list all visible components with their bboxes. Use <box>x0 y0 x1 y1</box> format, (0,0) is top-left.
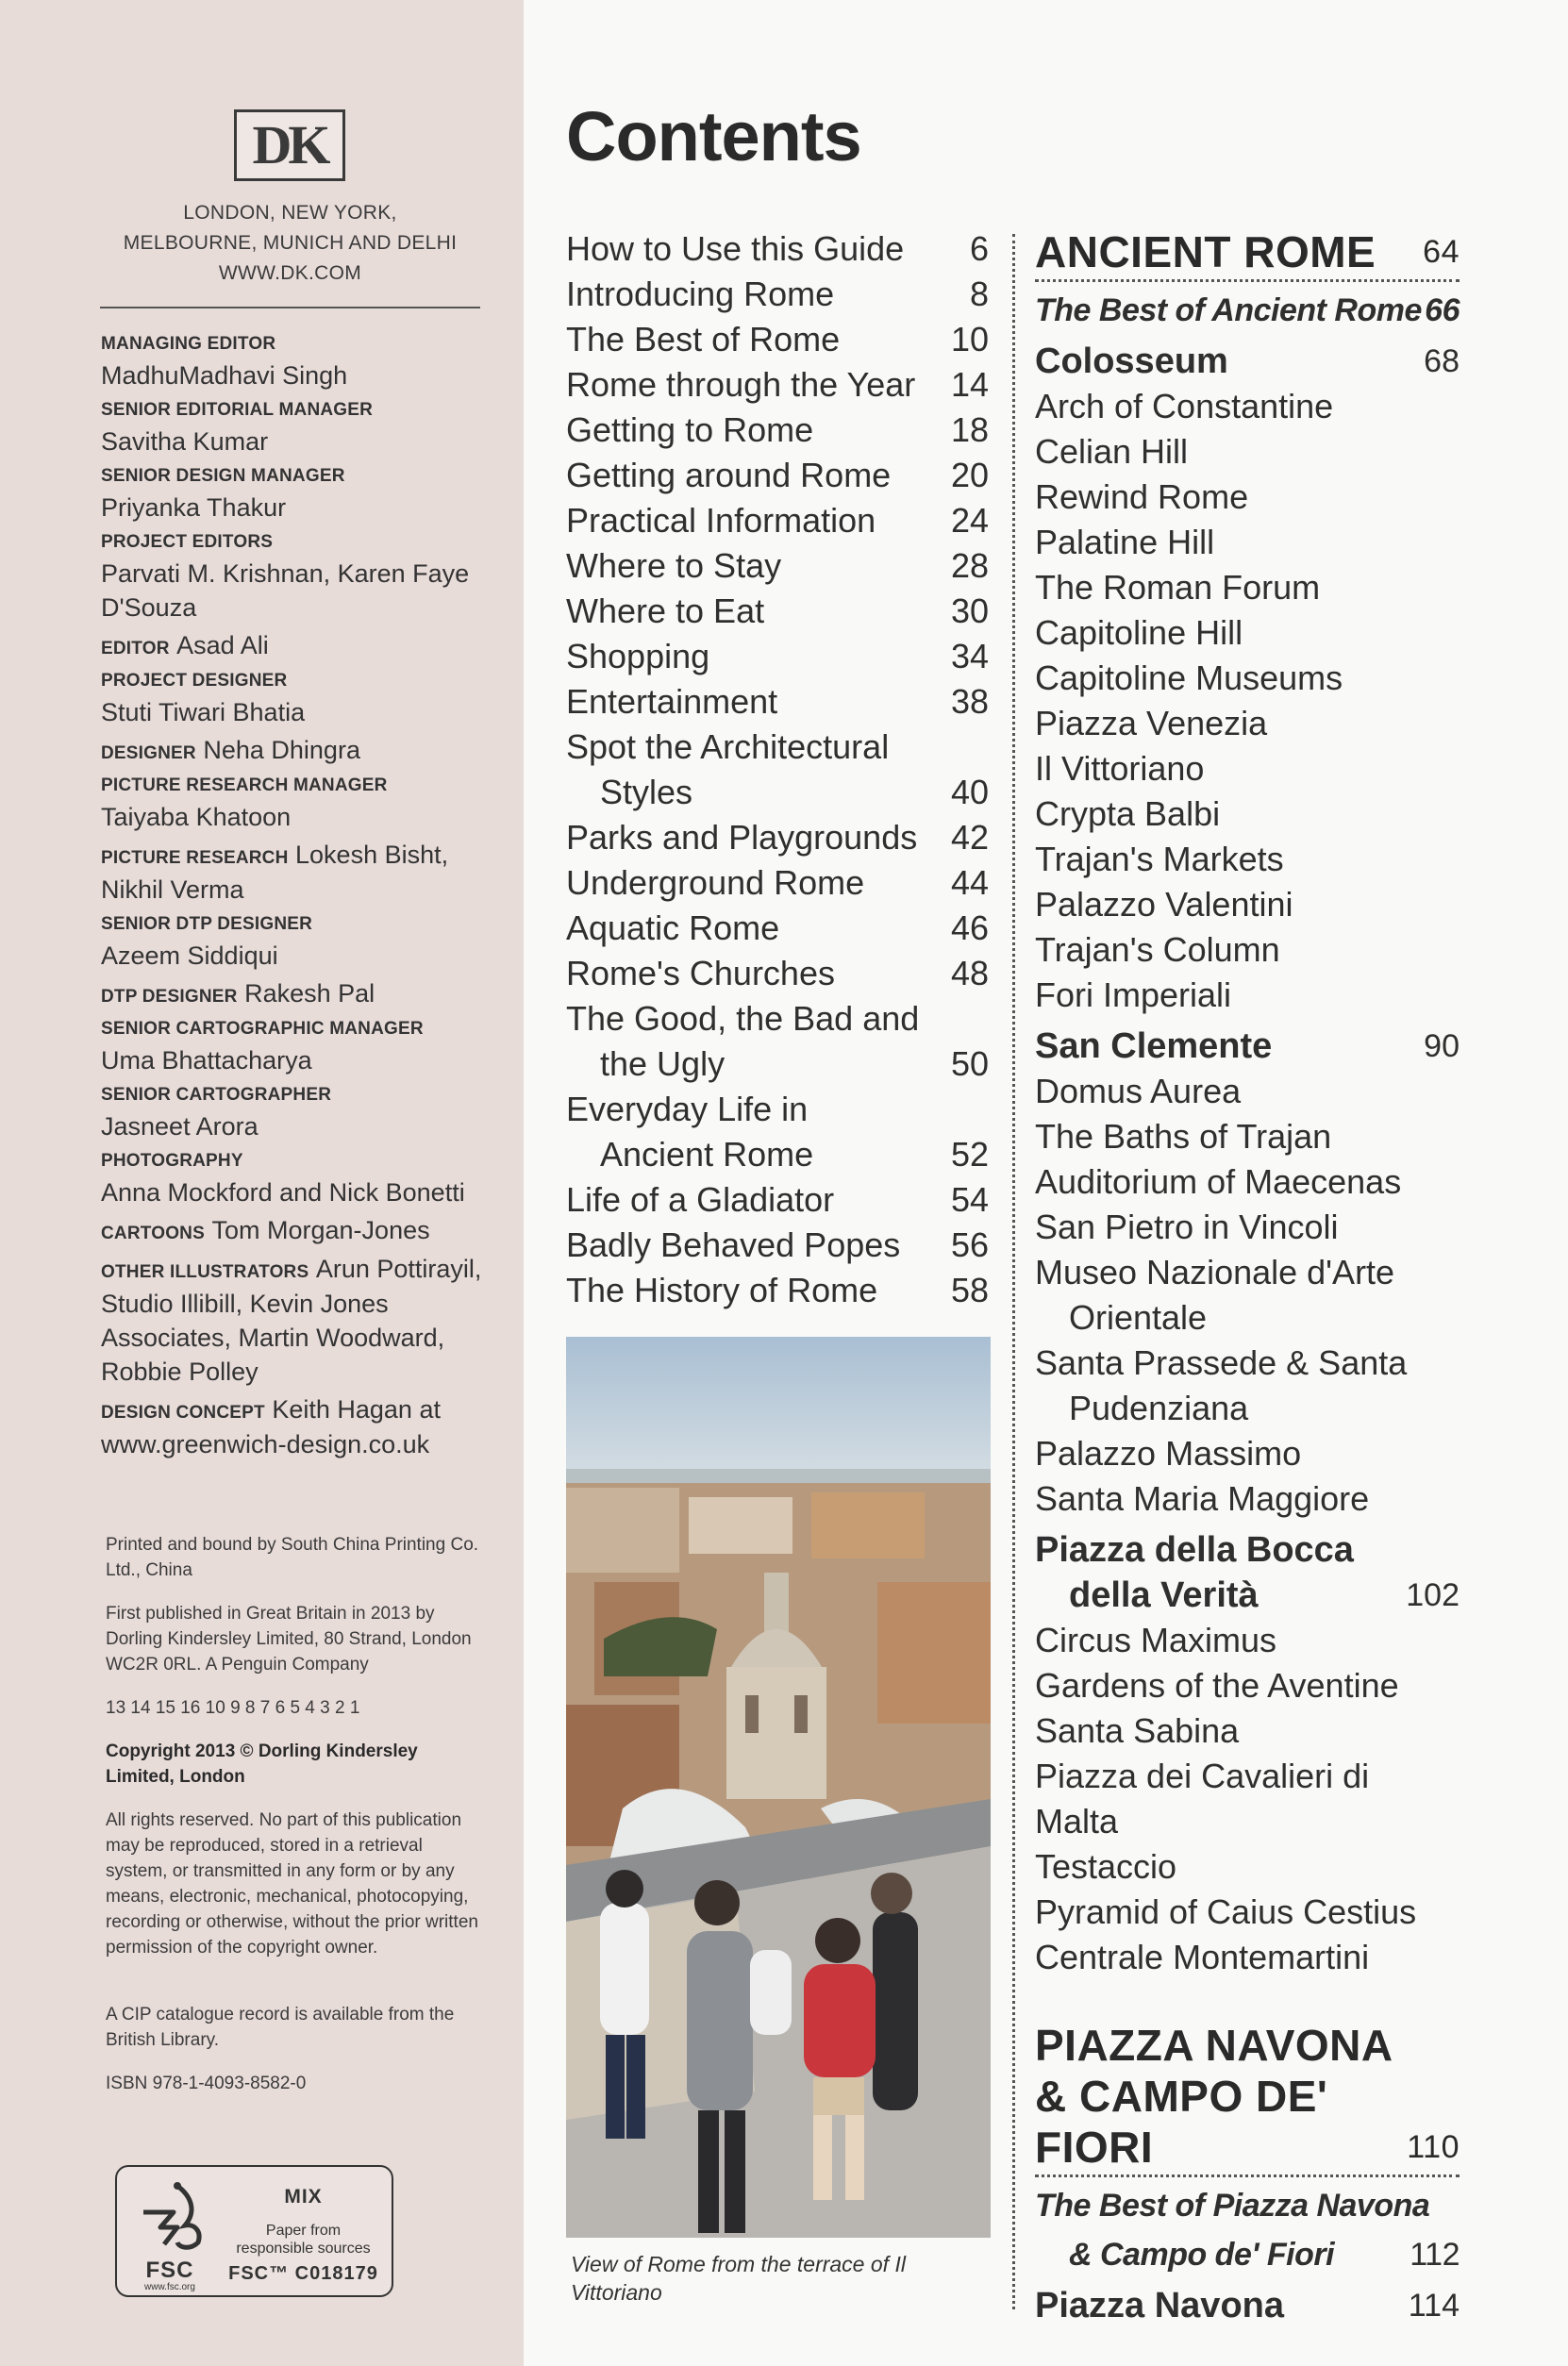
toc-entry[interactable]: Arch of Constantine <box>1035 387 1334 425</box>
toc-entry[interactable]: Celian Hill <box>1035 432 1189 471</box>
section-ancient-rome[interactable]: ANCIENT ROME 64 <box>1035 227 1460 276</box>
photo-illustration <box>566 1337 991 2238</box>
credit-names: Lokesh Bisht, Nikhil Verma <box>101 841 449 904</box>
toc-entry[interactable]: Parks and Playgrounds 42 <box>566 818 989 857</box>
credit-entry <box>101 528 488 625</box>
toc-entry[interactable]: Santa Prassede & Santa <box>1035 1343 1408 1382</box>
section-divider <box>1035 279 1460 282</box>
toc-entry[interactable]: Shopping 34 <box>566 637 989 675</box>
credit-role: PHOTOGRAPHY <box>101 1151 243 1171</box>
credit-entry <box>101 628 488 663</box>
credit-entry <box>101 396 488 458</box>
credits-list <box>101 330 488 1465</box>
fsc-tree-icon <box>136 2176 213 2258</box>
isbn: ISBN 978-1-4093-8582-0 <box>106 2074 307 2093</box>
toc-entry[interactable]: Badly Behaved Popes 56 <box>566 1225 989 1264</box>
credit-names: Keith Hagan at www.greenwich-design.co.uk <box>101 1395 441 1458</box>
credit-role: PICTURE RESEARCH <box>101 848 289 868</box>
rights-note: All rights reserved. No part of this publication may be reproduced, stored in a retrieval system, or transmitted in any form or by any means, electronic, mechanical, photocopying, recording or otherwise, without the prior written permission of the copyright owner. <box>106 1810 478 1958</box>
credit-entry <box>101 976 488 1011</box>
section-piazza-navona[interactable]: PIAZZA NAVONA & CAMPO DE' FIORI 110 <box>1035 2021 1460 2172</box>
print-line: 13 14 15 16 10 9 8 7 6 5 4 3 2 1 <box>106 1698 360 1718</box>
toc-entry[interactable]: Orientale <box>1069 1298 1208 1337</box>
toc-entry[interactable]: Il Vittoriano <box>1035 749 1205 788</box>
toc-entry[interactable]: Palazzo Massimo <box>1035 1434 1302 1473</box>
toc-entry[interactable]: Capitoline Museums <box>1035 658 1343 697</box>
toc-entry-colosseum[interactable]: Colosseum 68 <box>1035 342 1460 381</box>
toc-entry[interactable]: Where to Eat 30 <box>566 592 989 630</box>
toc-entry[interactable]: Gardens of the Aventine <box>1035 1666 1399 1705</box>
toc-entry[interactable]: Life of a Gladiator 54 <box>566 1180 989 1219</box>
toc-entry[interactable]: Testaccio <box>1035 1847 1177 1886</box>
credit-role: SENIOR CARTOGRAPHIC MANAGER <box>101 1019 424 1039</box>
toc-entry[interactable]: Museo Nazionale d'Arte <box>1035 1253 1395 1291</box>
toc-entry[interactable]: Palazzo Valentini <box>1035 885 1293 924</box>
credit-role: OTHER ILLUSTRATORS <box>101 1262 309 1282</box>
first-published-note: First published in Great Britain in 2013 by Dorling Kindersley Limited, 80 Strand, London WC2R 0RL. A Penguin Company <box>106 1604 472 1675</box>
credit-role: SENIOR CARTOGRAPHER <box>101 1085 332 1105</box>
toc-entry-best-of-navona[interactable]: The Best of Piazza Navona <box>1035 2188 1430 2224</box>
copyright-note: Copyright 2013 © Dorling Kindersley Limited, London <box>106 1741 418 1787</box>
dk-logo: DK <box>234 109 345 181</box>
credit-names: Neha Dhingra <box>203 736 360 764</box>
toc-entry-best-of-ancient-rome[interactable]: The Best of Ancient Rome 66 <box>1035 292 1460 328</box>
toc-entry[interactable]: Circus Maximus <box>1035 1621 1277 1659</box>
toc-entry-piazza-navona[interactable]: Piazza Navona 114 <box>1035 2286 1460 2325</box>
toc-entry[interactable]: The Roman Forum <box>1035 568 1321 607</box>
publisher-locations: LONDON, NEW YORK, MELBOURNE, MUNICH AND DELHI WWW.DK.COM <box>123 202 458 284</box>
toc-entry[interactable]: Fori Imperiali <box>1035 975 1232 1014</box>
toc-entry[interactable]: Pyramid of Caius Cestius <box>1035 1892 1417 1931</box>
toc-entry[interactable]: Palatine Hill <box>1035 523 1215 561</box>
toc-entry[interactable]: Spot the Architectural <box>566 727 890 766</box>
toc-entry[interactable]: The History of Rome 58 <box>566 1271 989 1309</box>
credit-names: Jasneet Arora <box>101 1112 259 1141</box>
credit-role: DTP DESIGNER <box>101 987 238 1007</box>
credit-entry <box>101 1392 488 1461</box>
credit-names: Asad Ali <box>176 631 269 659</box>
toc-entry[interactable]: The Good, the Bad and <box>566 999 920 1038</box>
toc-entry[interactable]: Aquatic Rome 46 <box>566 908 989 947</box>
toc-entry[interactable]: Where to Stay 28 <box>566 546 989 585</box>
credit-entry <box>101 772 488 834</box>
credit-names: MadhuMadhavi Singh <box>101 361 348 390</box>
toc-entry[interactable]: Rome through the Year 14 <box>566 365 989 404</box>
credit-entry <box>101 910 488 973</box>
toc-entry[interactable]: Capitoline Hill <box>1035 613 1243 652</box>
credit-names: Taiyaba Khatoon <box>101 803 292 831</box>
toc-entry[interactable]: Underground Rome 44 <box>566 863 989 902</box>
credit-names: Azeem Siddiqui <box>101 941 278 970</box>
toc-entry[interactable]: Ancient Rome 52 <box>600 1135 989 1174</box>
imprint-sidebar <box>0 0 524 2366</box>
toc-entry[interactable]: Introducing Rome 8 <box>566 275 989 313</box>
section-divider <box>1035 2174 1460 2177</box>
credit-entry <box>101 733 488 768</box>
toc-column-2 <box>1035 226 1460 2328</box>
credit-role: PROJECT DESIGNER <box>101 671 288 691</box>
credit-names: Uma Bhattacharya <box>101 1046 312 1075</box>
toc-entry[interactable]: Entertainment 38 <box>566 682 989 721</box>
credit-entry <box>101 1081 488 1143</box>
printed-note: Printed and bound by South China Printing Co. Ltd., China <box>106 1535 479 1580</box>
credit-names: Savitha Kumar <box>101 427 269 456</box>
toc-entry[interactable]: Practical Information 24 <box>566 501 989 540</box>
toc-entry[interactable]: Santa Sabina <box>1035 1711 1240 1750</box>
photo-caption: View of Rome from the terrace of Il Vittoriano <box>571 2252 906 2305</box>
credit-entry <box>101 1213 488 1248</box>
credit-names: Parvati M. Krishnan, Karen Faye D'Souza <box>101 559 470 622</box>
toc-entry[interactable]: Rewind Rome <box>1035 477 1249 516</box>
credit-entry <box>101 1015 488 1077</box>
credit-role: EDITOR <box>101 639 170 658</box>
credit-role: SENIOR DTP DESIGNER <box>101 914 313 934</box>
credit-entry <box>101 462 488 525</box>
credit-role: DESIGNER <box>101 743 196 763</box>
toc-entry[interactable]: Pudenziana <box>1069 1389 1249 1427</box>
toc-entry[interactable]: The Best of Rome 10 <box>566 320 989 358</box>
toc-entry-san-clemente[interactable]: San Clemente 90 <box>1035 1026 1460 1066</box>
credit-names: Arun Pottirayil, Studio Illibill, Kevin Jones Associates, Martin Woodward, Robbie Polley <box>101 1255 482 1386</box>
toc-entry[interactable]: Piazza dei Cavalieri di Malta <box>1035 1757 1370 1841</box>
credit-names: Tom Morgan-Jones <box>211 1216 430 1244</box>
toc-entry[interactable]: Centrale Montemartini <box>1035 1938 1370 1976</box>
credit-entry <box>101 1147 488 1209</box>
toc-entry[interactable]: Getting to Rome 18 <box>566 410 989 449</box>
toc-entry[interactable]: How to Use this Guide 6 <box>566 229 989 268</box>
toc-entry[interactable]: Styles 40 <box>600 773 989 811</box>
column-divider <box>1012 234 1015 2309</box>
credit-names: Anna Mockford and Nick Bonetti <box>101 1178 465 1207</box>
toc-entry-best-of-navona-line2[interactable]: & Campo de' Fiori 112 <box>1069 2237 1460 2273</box>
page-title: Contents <box>566 97 861 175</box>
credit-role: PICTURE RESEARCH MANAGER <box>101 775 388 795</box>
toc-entry[interactable]: Rome's Churches 48 <box>566 954 989 992</box>
divider <box>100 307 480 308</box>
credit-role: CARTOONS <box>101 1224 205 1243</box>
toc-entry[interactable]: Crypta Balbi <box>1035 794 1221 833</box>
toc-entry[interactable]: Trajan's Markets <box>1035 840 1284 878</box>
credit-role: SENIOR EDITORIAL MANAGER <box>101 400 374 420</box>
toc-entry[interactable]: Piazza Venezia <box>1035 704 1268 742</box>
toc-column-1 <box>566 226 989 1313</box>
credit-entry <box>101 330 488 392</box>
credit-entry <box>101 667 488 729</box>
toc-entry-bocca-della-verita[interactable]: Piazza della Bocca <box>1035 1530 1354 1570</box>
toc-entry[interactable]: Domus Aurea <box>1035 1072 1242 1110</box>
toc-entry-bocca-line2[interactable]: della Verità 102 <box>1069 1575 1460 1615</box>
toc-entry[interactable]: Auditorium of Maecenas <box>1035 1162 1402 1201</box>
credit-role: MANAGING EDITOR <box>101 334 276 354</box>
credit-names: Rakesh Pal <box>244 979 375 1008</box>
credit-names: Stuti Tiwari Bhatia <box>101 698 306 726</box>
toc-entry[interactable]: Everyday Life in <box>566 1090 809 1128</box>
toc-entry[interactable]: Santa Maria Maggiore <box>1035 1479 1370 1518</box>
credit-role: DESIGN CONCEPT <box>101 1403 265 1423</box>
fsc-label: FSC www.fsc.org MIX Paper from responsible sources FSC™ C018179 <box>115 2165 393 2297</box>
toc-entry[interactable]: San Pietro in Vincoli <box>1035 1208 1339 1246</box>
toc-entry[interactable]: the Ugly 50 <box>600 1044 989 1083</box>
rome-terrace-photo <box>566 1337 991 2238</box>
toc-entry[interactable]: Trajan's Column <box>1035 930 1280 969</box>
credit-entry <box>101 838 488 907</box>
toc-entry[interactable]: The Baths of Trajan <box>1035 1117 1332 1156</box>
credit-role: PROJECT EDITORS <box>101 532 274 552</box>
credit-role: SENIOR DESIGN MANAGER <box>101 466 345 486</box>
credit-names: Priyanka Thakur <box>101 493 287 522</box>
credit-entry <box>101 1252 488 1389</box>
toc-entry[interactable]: Getting around Rome 20 <box>566 456 989 494</box>
cip-note: A CIP catalogue record is available from the British Library. <box>106 2005 455 2050</box>
